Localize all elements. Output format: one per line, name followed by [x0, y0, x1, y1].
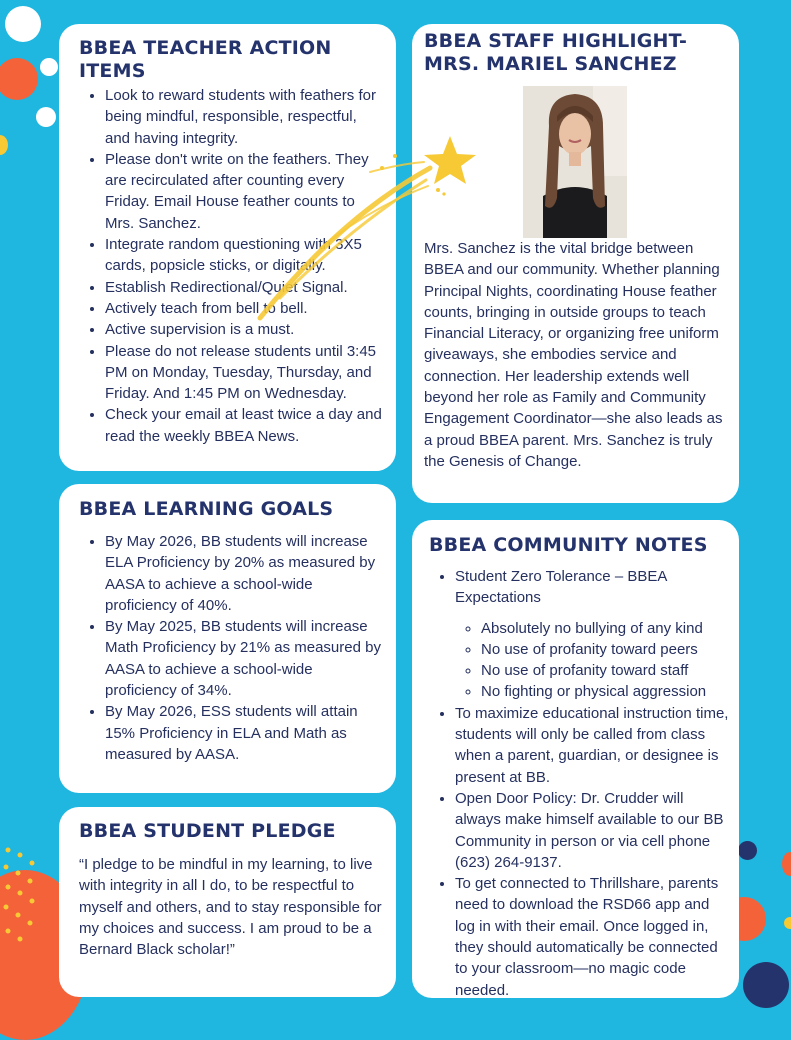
list-item: • Actively teach from bell to bell.: [105, 298, 384, 319]
decor-circle-white-small: [40, 58, 58, 76]
sub-list: [455, 618, 729, 703]
sub-list-item: ◦ No use of profanity toward staff: [481, 660, 729, 681]
teacher-action-title: BBEA TEACHER ACTION ITEMS: [79, 37, 332, 82]
list-item: • Please don't write on the feathers. They are recirculated after counting every Friday. Email House feather counts to Mrs. Sanchez.: [105, 149, 384, 234]
list-item: • Active supervision is a must.: [105, 319, 384, 340]
decor-circle-yellow-edge: [784, 917, 791, 929]
list-item: • Integrate random questioning with 3X5 cards, popsicle sticks, or digitally.: [105, 234, 384, 277]
community-notes-card: [412, 520, 739, 998]
student-pledge-text: “I pledge to be mindful in my learning, to live with integrity in all I do, to be respectful to myself and others, and to stay responsible for my choices and success. I am proud to be a Bernard Black scholar!”: [79, 856, 382, 959]
staff-highlight-title-line1: BBEA STAFF HIGHLIGHT-: [424, 30, 688, 52]
decor-circle-navy-small: [738, 841, 757, 860]
list-item: [455, 566, 729, 703]
list-item: • Look to reward students with feathers for being mindful, responsible, respectful, and having integrity.: [105, 85, 384, 149]
community-notes-list: [429, 566, 729, 1001]
list-item: • Check your email at least twice a day and read the weekly BBEA News.: [105, 404, 384, 447]
list-item: • Please do not release students until 3:45 PM on Monday, Tuesday, Thursday, and Friday. And 1:45 PM on Wednesday.: [105, 341, 384, 405]
staff-highlight-bio: Mrs. Sanchez is the vital bridge between BBEA and our community. Whether planning Principal Nights, coordinating House feather counts, bringing in outside groups to teach Financial Literacy, or organizing free uniform giveaways, she embodies service and connection. Her leadership extends well beyond her role as Family and Community Engagement Coordinator—she also leads as a proud BBEA parent. Mrs. Sanchez is truly the Genesis of Change.: [424, 240, 723, 470]
list-item-text: Student Zero Tolerance – BBEA Expectations: [455, 568, 667, 607]
decor-circle-navy-big: [743, 962, 789, 1008]
list-item: • By May 2025, BB students will increase Math Proficiency by 21% as measured by AASA to achieve a school-wide proficiency of 34%.: [105, 616, 384, 701]
sub-list-item: ◦ No use of profanity toward peers: [481, 639, 729, 660]
decor-circle-white-large: [5, 6, 41, 42]
decor-circle-orange-edge: [782, 852, 791, 876]
sub-list-item: ◦ No fighting or physical aggression: [481, 681, 729, 702]
learning-goals-card: [59, 484, 396, 793]
teacher-action-list: [79, 85, 384, 447]
list-item: • By May 2026, BB students will increase ELA Proficiency by 20% as measured by AASA to achieve a school-wide proficiency of 40%.: [105, 531, 384, 616]
decor-dot-pattern: [0, 845, 60, 965]
community-notes-title: BBEA COMMUNITY NOTES: [429, 534, 708, 556]
list-item: • To get connected to Thrillshare, parents need to download the RSD66 app and log in with their email. Once logged in, they should automatically be connected to your classroom—no magic code needed.: [455, 873, 729, 1001]
staff-highlight-card: [412, 24, 739, 503]
student-pledge-title: BBEA STUDENT PLEDGE: [79, 820, 336, 842]
staff-highlight-title: [424, 30, 725, 76]
list-item: • By May 2026, ESS students will attain 15% Proficiency in ELA and Math as measured by AASA.: [105, 701, 384, 765]
decor-circle-white-small-2: [36, 107, 56, 127]
teacher-action-card: [59, 24, 396, 471]
staff-photo: [523, 86, 627, 238]
list-item: • Establish Redirectional/Quiet Signal.: [105, 277, 384, 298]
list-item: • Open Door Policy: Dr. Crudder will always make himself available to our BB Community in person or via cell phone (623) 264-9137.: [455, 788, 729, 873]
list-item: • To maximize educational instruction time, students will only be called from class when a parent, guardian, or designee is present at BB.: [455, 703, 729, 788]
decor-circle-yellow: [0, 135, 8, 155]
learning-goals-title: BBEA LEARNING GOALS: [79, 498, 334, 520]
sub-list-item: ◦ Absolutely no bullying of any kind: [481, 618, 729, 639]
decor-circle-orange: [0, 58, 38, 100]
staff-highlight-title-line2: MRS. MARIEL SANCHEZ: [424, 53, 677, 75]
learning-goals-list: [79, 531, 384, 765]
student-pledge-card: [59, 807, 396, 997]
